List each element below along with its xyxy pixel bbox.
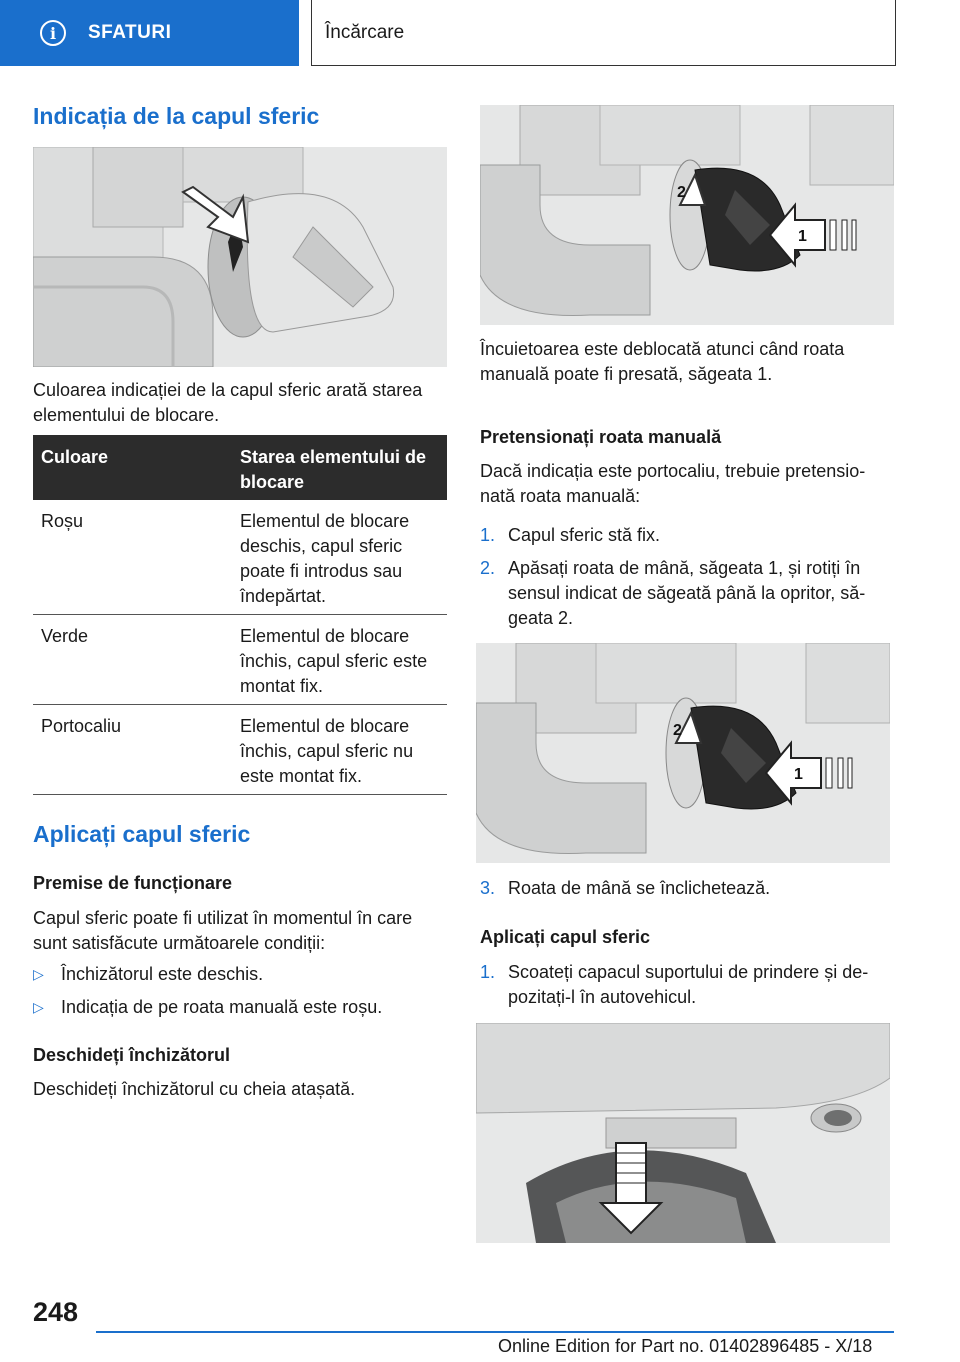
arrow-label-2: 2	[673, 722, 682, 739]
triangle-bullet-icon: ▷	[33, 999, 44, 1015]
list-item: 2. Apăsați roata de mână, săgeata 1, și rotiți în sensul indicat de săgeată până la opritor, să‐ geata 2.	[480, 558, 866, 628]
list-item: ▷ Indicația de pe roata manuală este roșu.	[33, 995, 447, 1020]
arrow-label-2: 2	[677, 184, 686, 201]
subheading-apply-ball-head: Aplicați capul sferic	[480, 927, 651, 947]
triangle-bullet-icon: ▷	[33, 966, 44, 982]
table-cell-state: Elementul de blocare închis, capul sferic este montat fix.	[240, 626, 428, 696]
caption-lock-unlocked: Încuietoarea este deblocată atunci când roata manuală poate fi presată, săgeata 1.	[480, 339, 845, 384]
table-header-color: Culoare	[41, 447, 109, 467]
arrow-label-1: 1	[798, 228, 807, 245]
ball-head-indicator-illustration	[33, 147, 447, 367]
footer-rule	[96, 1331, 894, 1333]
subheading-pretension-handwheel: Pretensionați roata manuală	[480, 427, 722, 447]
info-icon: i	[40, 20, 66, 46]
section-tab[interactable]	[0, 0, 299, 66]
table-row	[33, 500, 447, 615]
subheading-prerequisites: Premise de funcționare	[33, 873, 233, 893]
chapter-title-box	[311, 0, 896, 66]
table-header-state: Starea elementului de blocare	[240, 447, 427, 492]
mounting-cover-illustration	[476, 1023, 890, 1243]
table-cell-color: Verde	[41, 626, 89, 646]
heading-ball-head-indicator: Indicația de la capul sferic	[33, 103, 320, 129]
caption-indicator-color: Culoarea indicației de la capul sferic arată starea elementului de blocare.	[33, 380, 423, 425]
table-cell-color: Portocaliu	[41, 716, 122, 736]
table-cell-state: Elementul de blocare deschis, capul sferic poate fi introdus sau îndepărtat.	[240, 511, 410, 606]
paragraph-pretension: Dacă indicația este portocaliu, trebuie pretensio‐ nată roata manuală:	[480, 461, 866, 506]
table-header	[33, 435, 447, 500]
page-number: 248	[33, 1297, 79, 1327]
table-row	[33, 615, 447, 705]
list-item: 1. Scoateți capacul suportului de prindere și de‐ pozitați-l în autovehicul.	[480, 962, 869, 1007]
heading-apply-ball-head: Aplicați capul sferic	[33, 821, 251, 847]
chapter-title: Încărcare	[325, 21, 405, 43]
subheading-open-lock: Deschideți închizătorul	[33, 1045, 231, 1065]
indicator-color-table	[33, 435, 447, 795]
edition-text: Online Edition for Part no. 01402896485 - X/18	[498, 1336, 873, 1356]
handwheel-unlock-illustration	[480, 105, 894, 325]
arrow-label-1: 1	[794, 766, 803, 783]
list-item: 3. Roata de mână se înclichetează.	[480, 878, 771, 898]
table-cell-state: Elementul de blocare închis, capul sferic nu este montat fix.	[240, 716, 414, 786]
section-tab-label: SFATURI	[88, 22, 172, 43]
table-cell-color: Roșu	[41, 511, 84, 531]
table-row	[33, 705, 447, 795]
handwheel-rotate-illustration	[476, 643, 890, 863]
paragraph-open-lock: Deschideți închizătorul cu cheia atașată.	[33, 1079, 356, 1099]
list-item: ▷ Închizătorul este deschis.	[33, 962, 447, 987]
list-item: 1. Capul sferic stă fix.	[480, 525, 661, 545]
paragraph-prerequisites: Capul sferic poate fi utilizat în momentul în care sunt satisfăcute următoarele condiții:	[33, 908, 413, 953]
